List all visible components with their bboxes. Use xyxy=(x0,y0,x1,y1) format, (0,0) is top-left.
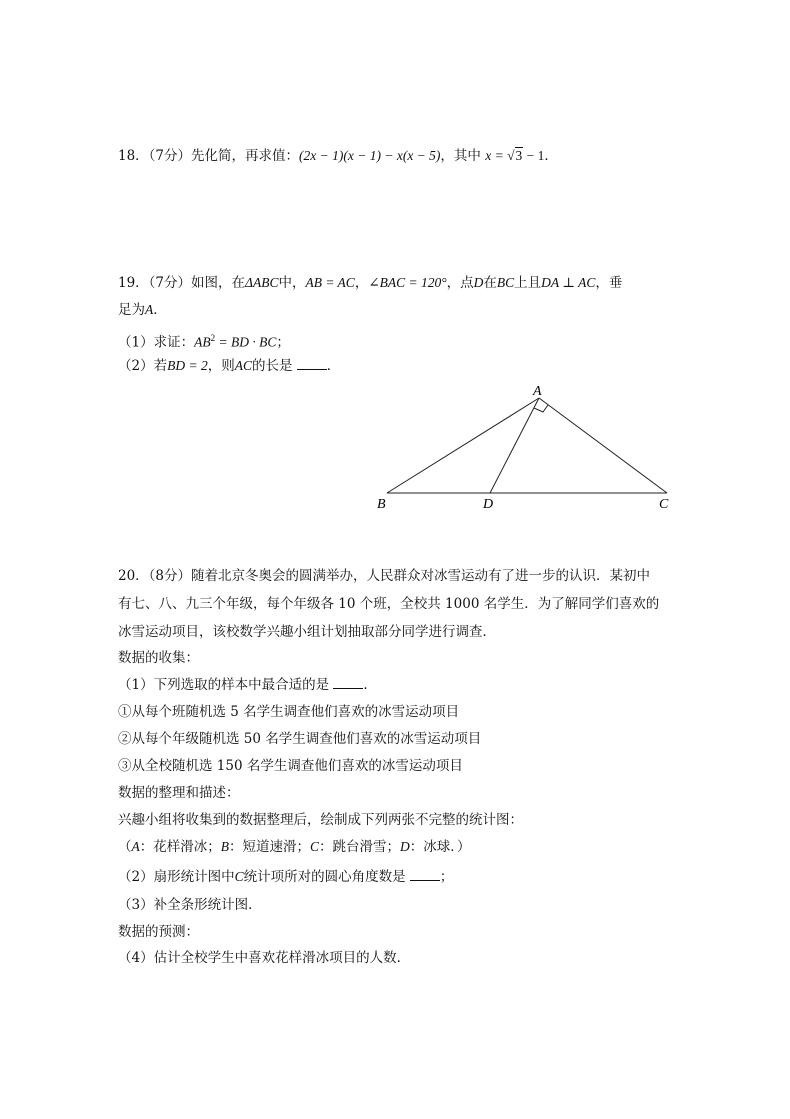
q19-text: 中， xyxy=(278,275,306,291)
q19-angle: ∠BAC = 120° xyxy=(368,275,447,290)
answer-blank[interactable] xyxy=(297,357,327,370)
q20-part1-label: （1）下列选取的样本中最合适的是 xyxy=(118,677,330,693)
q20-organize-heading: 数据的整理和描述： xyxy=(118,785,240,801)
label-b: B xyxy=(377,497,386,512)
q20-part2 xyxy=(118,867,453,887)
label-d: D xyxy=(483,497,494,512)
q19-part1 xyxy=(118,328,290,353)
q19-part1-label: （1）求证： xyxy=(118,334,195,351)
right-angle-mark xyxy=(534,405,548,412)
q20-part3: （3）补全条形统计图． xyxy=(118,897,262,913)
q18-end: ． xyxy=(544,148,558,164)
q19-point-a: A xyxy=(145,302,154,317)
segment-ac xyxy=(539,398,667,493)
triangle-figure xyxy=(370,383,680,513)
q18-expression: (2x − 1)(x − 1) − x(x − 5) xyxy=(299,148,441,163)
q19-text: 上且 xyxy=(514,275,542,291)
q18-cond-rhs: − 1 xyxy=(523,148,545,163)
q19-equality: AB = AC xyxy=(305,275,355,290)
q19-text: ； xyxy=(276,334,290,351)
q19-part2-cond: BD = 2 xyxy=(167,358,208,373)
segment-ab xyxy=(387,398,539,493)
q19-line1 xyxy=(118,273,622,293)
q18-prefix: 18．（7分）先化简，再求值： xyxy=(118,148,300,164)
q19-part2 xyxy=(118,356,340,376)
q19-text: ． xyxy=(153,302,167,318)
q19-text: ， xyxy=(354,275,369,291)
q20-part2-label: （2）扇形统计图中 xyxy=(118,869,235,885)
q20-option-1: ①从每个班随机选 5 名学生调查他们喜欢的冰雪运动项目 xyxy=(118,704,460,720)
legend-text-c: ：跳台滑雪； xyxy=(319,839,401,855)
q19-point-d: D xyxy=(473,275,484,290)
q20-organize-text: 兴趣小组将收集到的数据整理后，绘制成下列两张不完整的统计图： xyxy=(118,812,523,828)
q20-line3: 冰雪运动项目，该校数学兴趣小组计划抽取部分同学进行调查． xyxy=(118,624,496,640)
q19-line2 xyxy=(118,300,167,320)
q20-option-2: ②从每个年级随机选 50 名学生调查他们喜欢的冰雪运动项目 xyxy=(118,731,482,747)
q19-text: 足为 xyxy=(118,302,145,318)
q20-text: 统计项所对的圆心角度数是 xyxy=(243,869,406,885)
legend-text-a: ：花样滑冰； xyxy=(139,839,221,855)
q18-cond-sqrt: 3 xyxy=(515,148,523,163)
q20-part2-c: C xyxy=(234,869,244,884)
answer-blank[interactable] xyxy=(410,868,440,881)
legend-key-a: A xyxy=(131,839,140,854)
label-a: A xyxy=(533,384,542,399)
q20-text: （ xyxy=(118,839,132,855)
q19-part1-expr: AB xyxy=(194,334,211,350)
legend-text-b: ：短道速滑； xyxy=(229,839,310,855)
q20-collect-heading: 数据的收集： xyxy=(118,650,199,666)
q18-line xyxy=(118,146,558,166)
legend-key-d: D xyxy=(400,839,410,854)
label-c: C xyxy=(659,497,669,512)
q19-part1-expr: = BD · BC xyxy=(215,334,277,350)
q19-text: 的长是 xyxy=(251,358,293,374)
q20-legend xyxy=(118,837,471,857)
q20-part4: （4）估计全校学生中喜欢花样滑冰项目的人数． xyxy=(118,950,411,966)
q19-perpendicular: DA ⊥ AC xyxy=(541,275,596,290)
q19-text: ． xyxy=(326,358,341,374)
q19-segment-bc: BC xyxy=(496,275,515,290)
q19-text: 在 xyxy=(483,275,497,291)
q19-segment-ac: AC xyxy=(234,358,252,373)
legend-text-d: ：冰球．） xyxy=(409,839,471,855)
legend-key-b: B xyxy=(220,839,229,854)
q19-text: ，垂 xyxy=(595,275,623,291)
q20-text: ． xyxy=(363,677,377,693)
q19-part1-exponent: 2 xyxy=(210,333,216,343)
sqrt-symbol: √ xyxy=(507,148,515,163)
q20-line2: 有七、八、九三个年级，每个年级各 10 个班，全校共 1000 名学生．为了解同学们喜欢的 xyxy=(118,596,660,612)
q19-part2-label: （2）若 xyxy=(118,358,168,374)
q19-text: ，点 xyxy=(446,275,474,291)
q19-text: ，则 xyxy=(207,358,235,374)
segment-ad xyxy=(490,398,539,493)
legend-key-c: C xyxy=(310,839,320,854)
answer-blank[interactable] xyxy=(333,676,363,689)
q20-option-3: ③从全校随机选 150 名学生调查他们喜欢的冰雪运动项目 xyxy=(118,758,463,774)
q19-text: 19．（7分）如图，在 xyxy=(118,275,246,291)
q20-text: ； xyxy=(439,869,454,885)
q19-triangle: ΔABC xyxy=(245,275,279,290)
q18-cond-lhs: x = xyxy=(485,148,508,163)
q18-middle: ，其中 xyxy=(440,148,486,164)
q20-predict-heading: 数据的预测： xyxy=(118,924,199,940)
q20-line1: 20．（8分）随着北京冬奥会的圆满举办，人民群众对冰雪运动有了进一步的认识．某初中 xyxy=(118,568,651,584)
q20-part1 xyxy=(118,675,377,695)
